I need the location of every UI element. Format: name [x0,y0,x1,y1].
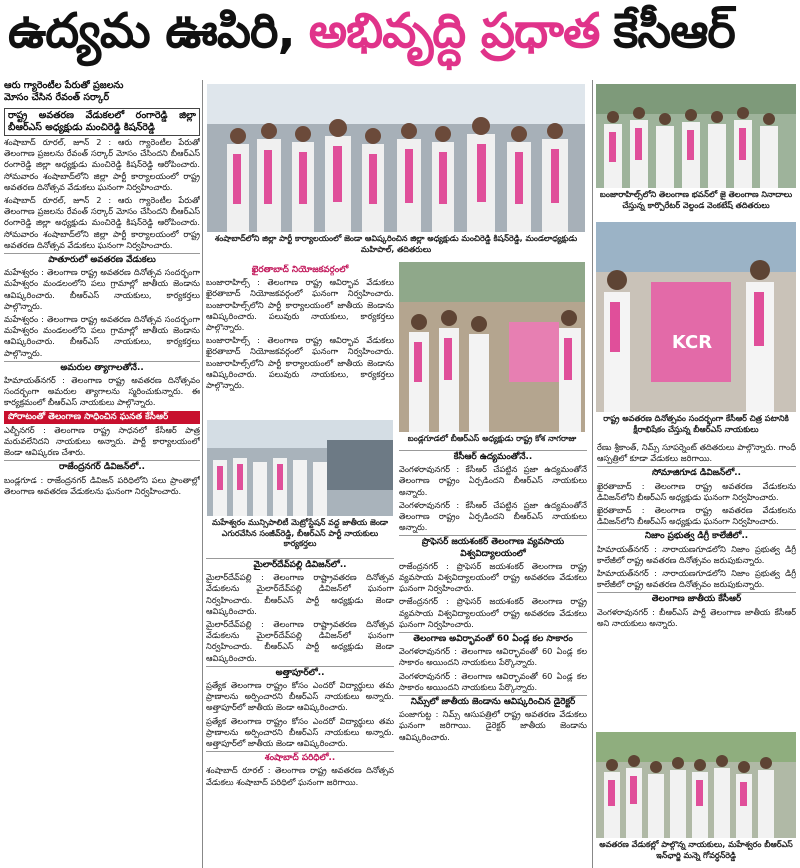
center-sub-3: తెలంగాణ అవిర్భావంతో 60 ఏండ్ల కల సాకారం [399,632,587,645]
bottom-right-photo-caption: అవతరణ వేడుకల్లో పాల్గొన్న నాయకులు, మహేశ్వరం బీఆర్ఎస్ ఇన్‌ఛార్జి మన్నె గోవర్ధన్‌రెడ్డి [599,840,793,860]
right-body-2: ఖైరతాబాద్ : తెలంగాణ రాష్ట్ర అవతరణ వేడుకలను డివిజన్‌లోని బీఆర్ఎస్ అధ్యక్షుడు ఘనంగా నిర్వహించారు. [597,480,796,502]
middle-sub-3: అత్తాపూర్‌లో.. [206,666,394,679]
middle-body-1b: బంజారాహిల్స్ : తెలంగాణ రాష్ట్ర ఆవిర్భావ వేడుకలు ఖైరతాబాద్ నియోజకవర్గంలో ఘనంగా నిర్వహించారు. బంజారాహిల్స్‌లోని పార్టీ కార్యాలయంలో జాతీయ జెండాను ఆవిష్కరించారు. పలువురు నాయకులు, కార్యకర్తలు పాల్గొన్నారు. [206,335,394,391]
right-body-4: వెంగళరావునగర్ : బీఆర్ఎస్ పార్టీ తెలంగాణ జాతీయ కేసీఆర్ అని నాయకులు అన్నారు. [597,606,796,628]
middle-body-2: మైలార్‌దేవ్‌పల్లి : తెలంగాణ రాష్ట్రావతరణ దినోత్సవ వేడుకలను మైలార్‌దేవ్‌పల్లి డివిజన్‌లో ఘనంగా నిర్వహించారు. బీఆర్ఎస్ పార్టీ అధ్యక్షుడు జెండా ఆవిష్కరించారు. [206,572,394,616]
middle-center-photo-caption: బండ్లగూడలో బీఆర్ఎస్ అధ్యక్షుడు రాష్ట్ర కోశ నాగరాజు [407,434,577,443]
center-body-3b: వెంగళరావునగర్ : తెలంగాణ ఆవిర్భావంతో 60 ఏండ్ల కల సాకారం అయిందని నాయకులు పేర్కొన్నారు. [399,670,587,692]
right-sub-2: నిజాం ప్రభుత్వ డిగ్రీ కాలేజీలో.. [597,529,796,542]
left-body-3: హిమాయత్‌నగర్ : తెలంగాణ రాష్ట్ర అవతరణ దినోత్సవం సందర్భంగా అమరుల త్యాగాలను స్మరించుకున్నారు. ఈ కార్యక్రమంలో బీఆర్ఎస్ నాయకులు పాల్గొన్నారు. [4,375,200,408]
page-headline [0,0,800,74]
right-body-2b: ఖైరతాబాద్ : తెలంగాణ రాష్ట్ర అవతరణ వేడుకలను డివిజన్‌లోని బీఆర్ఎస్ అధ్యక్షుడు ఘనంగా నిర్వహించారు. [597,505,796,527]
middle-left-photo [207,420,393,516]
center-body-3: వెంగళరావునగర్ : తెలంగాణ ఆవిర్భావంతో 60 ఏండ్ల కల సాకారం అయిందని నాయకులు పేర్కొన్నారు. [399,646,587,668]
right-top-photo [596,84,796,188]
center-sub-1: కేసీఆర్ ఉద్యమంతోనే.. [399,450,587,463]
right-middle-photo-caption: రాష్ట్ర అవతరణ దినోత్సవం సందర్భంగా కేసీఆర్ చిత్ర పటానికి క్షీరాభిషేకం చేస్తున్న బీఆర్ఎస్ నాయకులు [603,414,789,434]
left-column [4,80,200,868]
middle-column-bottom [206,556,394,868]
middle-sub-2: మైలార్‌దేవ్‌పల్లి డివిజన్‌లో.. [206,558,394,571]
right-sub-1: సోమాజిగూడ డివిజన్‌లో.. [597,466,796,479]
center-body-1: వెంగళరావునగర్ : కేసీఆర్ చేపట్టిన ప్రజా ఉద్యమంతోనే తెలంగాణ రాష్ట్రం ఏర్పడిందని బీఆర్ఎస్ నాయకులు అన్నారు. [399,464,587,497]
column-rule [592,80,593,868]
right-body-3b: హిమాయత్‌నగర్ : నారాయణగూడలోని నిజాం ప్రభుత్వ డిగ్రీ కాలేజీలో రాష్ట్ర అవతరణ దినోత్సవం జరుపుకున్నారు. [597,568,796,590]
left-body-4: ఎల్బీనగర్ : తెలంగాణ రాష్ట్ర సాధనలో కేసీఆర్ పాత్ర మరువలేనిదని నాయకులు అన్నారు. పార్టీ కార్యాలయంలో జెండా ఆవిష్కరణ చేశారు. [4,424,200,458]
middle-body-1: బంజారాహిల్స్ : తెలంగాణ రాష్ట్ర ఆవిర్భావ వేడుకలు ఖైరతాబాద్ నియోజకవర్గంలో ఘనంగా నిర్వహించారు. బంజారాహిల్స్‌లోని పార్టీ కార్యాలయంలో జాతీయ జెండాను ఆవిష్కరించారు. పలువురు నాయకులు, కార్యకర్తలు పాల్గొన్నారు. [206,277,394,333]
middle-center-photo [399,262,585,432]
middle-column-top [206,262,394,418]
left-body-1b: శంషాబాద్ రూరల్, జూన్ 2 : ఆరు గ్యారెంటీల పేరుతో తెలంగాణ ప్రజలను రేవంత్ సర్కార్ మోసం చేసిందని బీఆర్ఎస్ రంగారెడ్డి జిల్లా అధ్యక్షుడు మంచిరెడ్డి కిషన్‌రెడ్డి ఆరోపించారు. సోమవారం శంషాబాద్‌లోని జిల్లా పార్టీ కార్యాలయంలో రాష్ట్ర అవతరణ దినోత్సవ వేడుకలు ఘనంగా నిర్వహించారు. [4,195,200,250]
middle-sub-1: ఖైరతాబాద్ నియోజకవర్గంలో [251,265,349,275]
left-body-1: శంషాబాద్ రూరల్, జూన్ 2 : ఆరు గ్యారెంటీల పేరుతో తెలంగాణ ప్రజలను రేవంత్ సర్కార్ మోసం చేసిందని బీఆర్ఎస్ రంగారెడ్డి జిల్లా అధ్యక్షుడు మంచిరెడ్డి కిషన్‌రెడ్డి ఆరోపించారు. సోమవారం శంషాబాద్‌లోని జిల్లా పార్టీ కార్యాలయంలో రాష్ట్ర అవతరణ దినోత్సవ వేడుకలు ఘనంగా నిర్వహించారు. [4,137,200,192]
right-sub-3: తెలంగాణ జాతీయ కేసీఆర్ [597,592,796,605]
headline-part1: ఉద్యమ ఊపిరి, [8,3,295,59]
left-kicker-1: ఆరు గ్యారెంటీల పేరుతో ప్రజలను మోసం చేసిన రేవంత్ సర్కార్ [4,80,124,103]
column-rule [202,80,203,868]
left-sub-3: పోరాటంతో తెలంగాణ సాధించిన ఘనత కేసీఆర్ [4,411,200,424]
center-sub-4: నిమ్స్‌లో జాతీయ జెండాను ఆవిష్కరించిన డైరెక్టర్ [399,695,587,708]
middle-body-2b: మైలార్‌దేవ్‌పల్లి : తెలంగాణ రాష్ట్రావతరణ దినోత్సవ వేడుకలను మైలార్‌దేవ్‌పల్లి డివిజన్‌లో ఘనంగా నిర్వహించారు. బీఆర్ఎస్ పార్టీ అధ్యక్షుడు జెండా ఆవిష్కరించారు. [206,619,394,663]
kcr-banner-text: KCR [671,332,713,353]
center-body-1b: వెంగళరావునగర్ : కేసీఆర్ చేపట్టిన ప్రజా ఉద్యమంతోనే తెలంగాణ రాష్ట్రం ఏర్పడిందని బీఆర్ఎస్ నాయకులు అన్నారు. [399,499,587,533]
middle-body-4: శంషాబాద్ రూరల్ : తెలంగాణ రాష్ట్ర అవతరణ దినోత్సవ వేడుకలు శంషాబాద్ పరిధిలో ఘనంగా జరిగాయి. [206,765,394,787]
right-body-1: రేణు శ్రీకాంత్, నిమ్స్ సూపర్నెంట్ తదితరులు పాల్గొన్నారు. గాంధీ ఆస్పత్రిలో కూడా వేడుకలు జరిగాయి. [597,442,796,464]
headline-part3: కేసీఆర్ [613,3,735,59]
headline-part2: అభివృద్ధి ప్రధాత [308,3,600,59]
center-body-2b: రాజేంద్రనగర్ : ప్రొఫెసర్ జయశంకర్ తెలంగాణ రాష్ట్ర వ్యవసాయ విశ్వవిద్యాలయంలో రాష్ట్ర అవతరణ వేడుకలు ఘనంగా నిర్వహించారు. [399,596,587,629]
center-sub-2: ప్రొఫెసర్ జయశంకర్ తెలంగాణ వ్యవసాయ విశ్వవిద్యాలయంలో [399,535,587,559]
right-body-3: హిమాయత్‌నగర్ : నారాయణగూడలోని నిజాం ప్రభుత్వ డిగ్రీ కాలేజీలో రాష్ట్ర అవతరణ దినోత్సవం జరుపుకున్నారు. [597,543,796,565]
left-body-5: బండ్లగూడ : రాజేంద్రనగర్ డివిజన్ పరిధిలోని పలు ప్రాంతాల్లో తెలంగాణ అవతరణ వేడుకలను ఘనంగా నిర్వహించారు. [4,474,200,496]
center-body-4: పంజాగుట్ట : నిమ్స్ ఆసుపత్రిలో రాష్ట్ర అవతరణ వేడుకలు ఘనంగా జరిగాయి. డైరెక్టర్ జాతీయ జెండాను ఆవిష్కరించారు. [399,709,587,742]
center-body-2: రాజేంద్రనగర్ : ప్రొఫెసర్ జయశంకర్ తెలంగాణ రాష్ట్ర వ్యవసాయ విశ్వవిద్యాలయంలో రాష్ట్ర అవతరణ వేడుకలు ఘనంగా నిర్వహించారు. [399,560,587,594]
left-body-2: మహేశ్వరం : తెలంగాణ రాష్ట్ర అవతరణ దినోత్సవ సందర్భంగా మహేశ్వరం మండలంలోని పలు గ్రామాల్లో జాతీయ జెండాను ఆవిష్కరించారు. బీఆర్ఎస్ నాయకులు, కార్యకర్తలు పాల్గొన్నారు. [4,267,200,311]
middle-left-photo-caption: మహేశ్వరం మున్సిపాలిటీ మెట్రోస్టేషన్ వద్ద జాతీయ జెండా ఎగురవేసిన సంజీవ్‌రెడ్డి, బీఆర్ఎస్ పార్టీ నాయకులు కార్యకర్తలు [211,518,389,548]
right-middle-photo [596,222,796,412]
left-body-2b: మహేశ్వరం : తెలంగాణ రాష్ట్ర అవతరణ దినోత్సవ సందర్భంగా మహేశ్వరం మండలంలోని పలు గ్రామాల్లో జాతీయ జెండాను ఆవిష్కరించారు. బీఆర్ఎస్ నాయకులు, కార్యకర్తలు పాల్గొన్నారు. [4,314,200,358]
right-column [597,442,796,728]
center-right-column [399,448,587,868]
middle-body-3b: ప్రత్యేక తెలంగాణ రాష్ట్రం కోసం ఎందరో విద్యార్థులు తమ ప్రాణాలను అర్పించారని బీఆర్ఎస్ నాయకులు అన్నారు. అత్తాపూర్‌లో జాతీయ జెండా ఆవిష్కరించారు. [206,715,394,749]
main-event-photo [207,84,585,232]
bottom-right-photo [596,732,796,838]
left-kicker-2: రాష్ట్ర అవతరణ వేడుకలలో రంగారెడ్డి జిల్లా బీఆర్ఎస్ అధ్యక్షుడు మంచిరెడ్డి కిషన్‌రెడ్డి [4,108,200,136]
left-sub-2: అమరుల త్యాగాలతోనే.. [4,361,200,374]
middle-sub-4: శంషాబాద్ పరిధిలో.. [206,751,394,764]
middle-body-3: ప్రత్యేక తెలంగాణ రాష్ట్రం కోసం ఎందరో విద్యార్థులు తమ ప్రాణాలను అర్పించారని బీఆర్ఎస్ నాయకులు అన్నారు. అత్తాపూర్‌లో జాతీయ జెండా ఆవిష్కరించారు. [206,680,394,713]
left-sub-4: రాజేంద్రనగర్ డివిజన్‌లో.. [4,460,200,473]
right-top-photo-caption: బంజారాహిల్స్‌లోని తెలంగాణ భవన్‌లో జై తెలంగాణ నినాదాలు చేస్తున్న కార్పొరేటర్ వెల్దండ వెంకటేష్ తదితరులు [599,190,793,210]
left-sub-1: పాతూరులో అవతరణ వేడుకలు [4,253,200,266]
main-photo-caption: శంషాబాద్‌లోని జిల్లా పార్టీ కార్యాలయంలో జెండా ఆవిష్కరించిన జిల్లా అధ్యక్షుడు మంచిరెడ్డి కిషన్‌రెడ్డి, మండలాధ్యక్షుడు మహిపాల్‌, తదితరులు [214,234,578,254]
